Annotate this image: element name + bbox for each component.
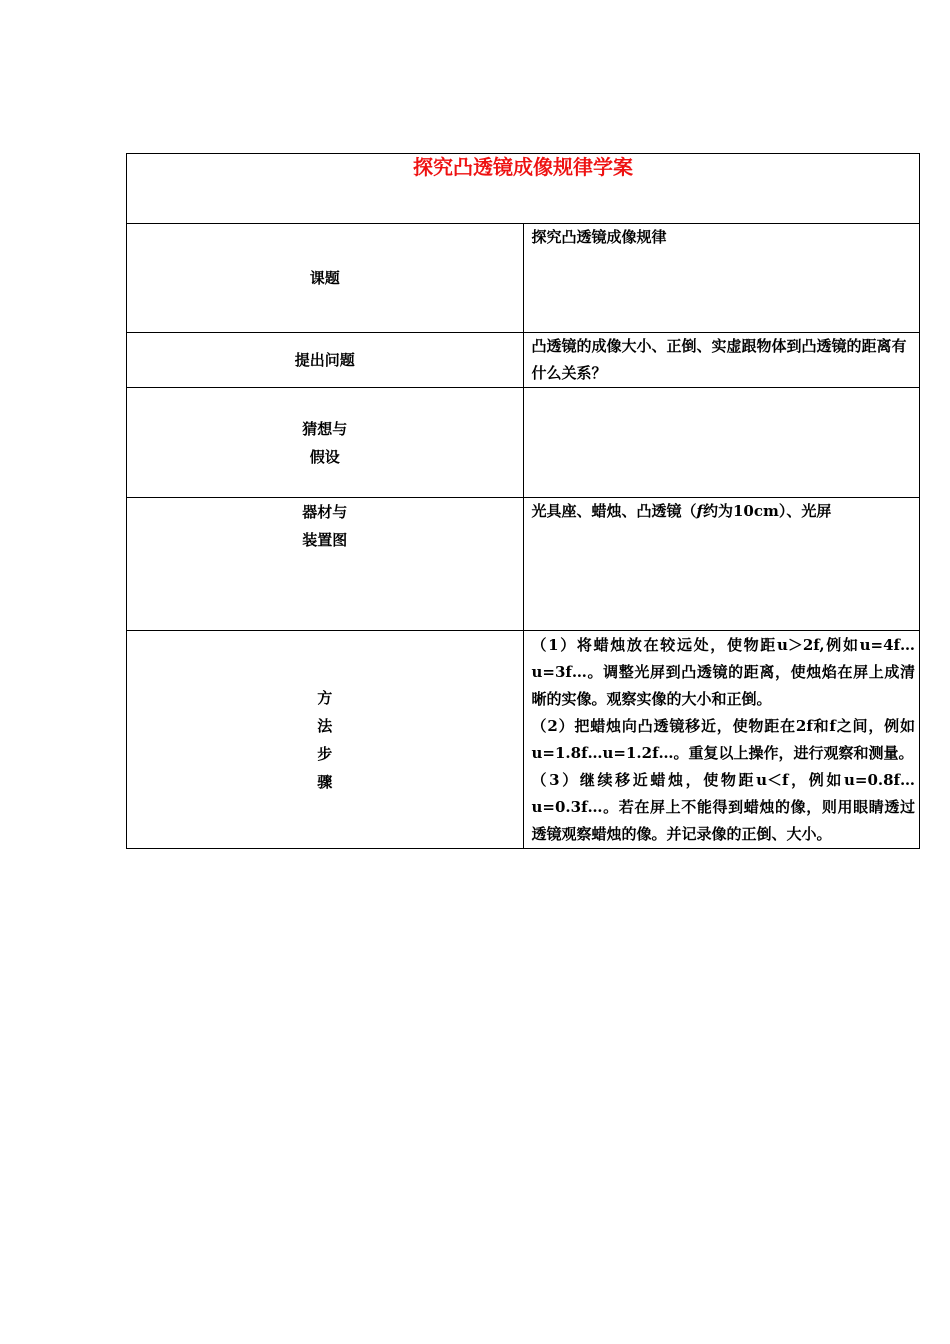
question-label: 提出问题 [127,333,524,388]
hypothesis-content [523,388,920,498]
hypothesis-label-line1: 猜想与 [302,419,348,438]
method-label-char-2: 法 [317,716,333,735]
method-step-1: （1）将蜡烛放在较远处，使物距u＞2f,例如u=4f…u=3f…。调整光屏到凸透镜的距离，使烛焰在屏上成清晰的实像。观察实像的大小和正倒。 [531,636,915,708]
materials-content-suffix: 约为10cm）、光屏 [702,502,832,520]
topic-content: 探究凸透镜成像规律 [523,224,920,333]
method-label-char-1: 方 [317,688,333,707]
topic-row [127,224,920,333]
title-cell [127,154,920,224]
materials-row [127,498,920,631]
method-steps [532,631,916,848]
materials-content-prefix: 光具座、蜡烛、凸透镜（ [531,502,697,520]
method-step-3: （3）继续移近蜡烛，使物距u＜f，例如u=0.8f…u=0.3f…。若在屏上不能得到蜡烛的像，则用眼睛透过透镜观察蜡烛的像。并记录像的正倒、大小。 [531,771,915,843]
title-row [127,154,920,224]
hypothesis-label [127,388,524,498]
materials-label-line1: 器材与 [302,503,348,521]
topic-label: 课题 [127,224,524,333]
question-content: 凸透镜的成像大小、正倒、实虚跟物体到凸透镜的距离有什么关系？ [523,333,920,388]
question-row [127,333,920,388]
method-row [127,631,920,849]
document-title: 探究凸透镜成像规律学案 [413,155,633,179]
method-step-2: （2）把蜡烛向凸透镜移近，使物距在2f和f之间，例如u=1.8f…u=1.2f…。重复以上操作，进行观察和测量。 [531,717,915,762]
materials-content-f: f [696,502,703,520]
materials-content [523,498,920,631]
materials-label-line2: 装置图 [302,531,348,549]
method-content [523,631,920,849]
method-label [127,631,524,849]
hypothesis-row [127,388,920,498]
hypothesis-label-line2: 假设 [309,447,340,466]
method-label-char-3: 步 [317,744,333,763]
materials-label [127,498,524,631]
method-label-char-4: 骤 [317,772,333,791]
study-plan-table [126,153,920,849]
